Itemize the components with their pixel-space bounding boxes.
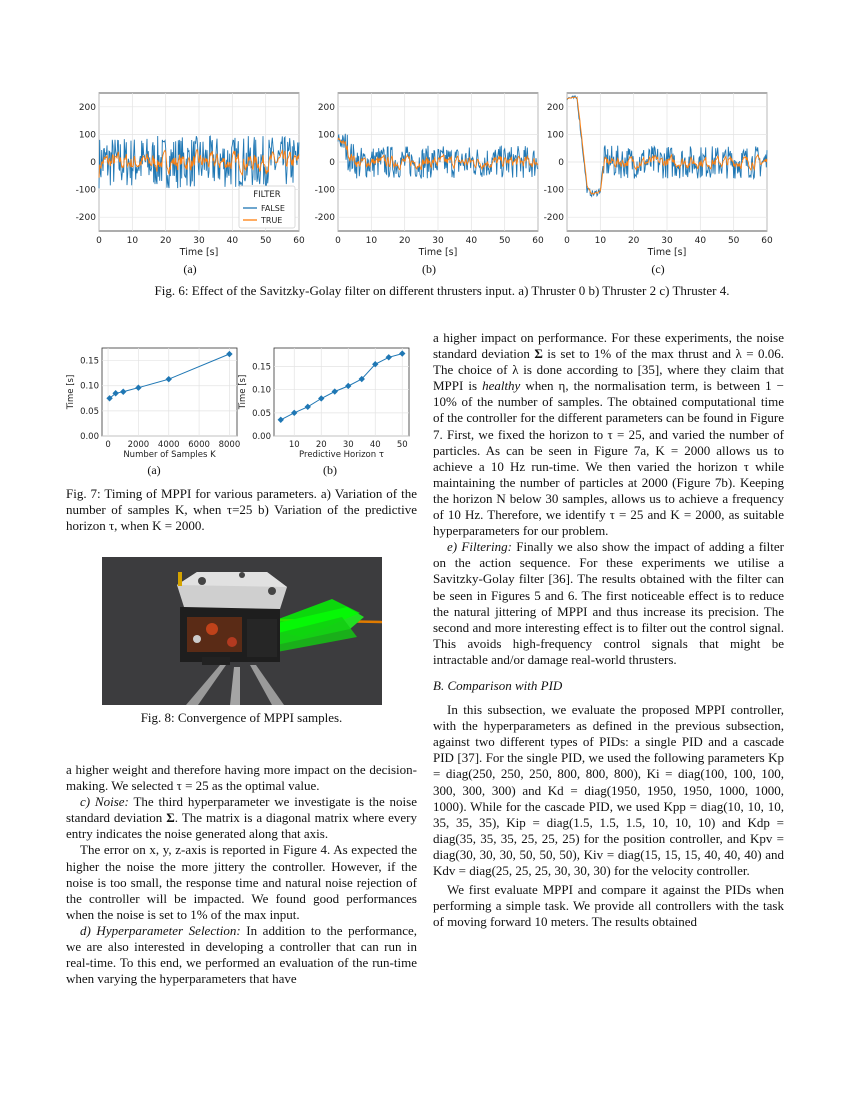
- y-tick-label: -100: [543, 185, 564, 196]
- x-axis-label: Time [s]: [179, 247, 219, 258]
- fig6c-sublabel: (c): [651, 262, 665, 276]
- filtering-paragraph: [433, 539, 784, 668]
- x-tick-label: 0: [105, 440, 111, 450]
- y-tick-label: 100: [317, 130, 335, 141]
- fig7a-plot: [66, 348, 240, 460]
- left-para-3: The error on x, y, z-axis is reported in Figure 4. As expected the higher the noise the more jittery the controller. However, if the noise is too small, the response time and natural noise rejection of the controller will be impacted. We found good performances when the noise is set to 1% of the max input.: [66, 842, 417, 922]
- legend-true-label: TRUE: [261, 216, 283, 225]
- right-p1-a: a higher impact on performance. For these experiments, the noise standard deviation: [433, 330, 784, 362]
- y-tick-label: -200: [314, 213, 335, 224]
- y-tick-label: -200: [543, 213, 564, 224]
- y-tick-label: -100: [314, 185, 335, 196]
- fig7-panels: [60, 340, 420, 465]
- y-axis-label: Time [s]: [238, 374, 248, 410]
- right-p1-healthy: healthy: [482, 378, 521, 394]
- fig7b-sublabel: (b): [323, 463, 337, 477]
- y-tick-label: 0.05: [252, 408, 271, 419]
- x-tick-label: 50: [498, 236, 511, 246]
- legend-title: FILTER: [253, 190, 281, 200]
- x-axis-label: Predictive Horizon τ: [299, 450, 384, 460]
- y-tick-label: 0.00: [80, 432, 99, 442]
- x-tick-label: 4000: [157, 440, 180, 450]
- y-tick-label: 0.15: [252, 362, 271, 373]
- x-tick-label: 10: [126, 236, 139, 246]
- noise-text-b: . The matrix is a diagonal matrix where every entry indicates the noise generated along that axis.: [66, 810, 417, 842]
- x-tick-label: 60: [761, 236, 773, 246]
- noise-paragraph: [66, 794, 417, 842]
- fig8-image: [102, 557, 382, 705]
- x-tick-label: 40: [694, 236, 707, 246]
- x-tick-label: 40: [465, 236, 478, 246]
- x-tick-label: 30: [342, 440, 354, 450]
- x-tick-label: 30: [432, 236, 444, 246]
- fig6a-sublabel: (a): [183, 262, 197, 276]
- x-tick-label: 0: [564, 236, 570, 246]
- y-tick-label: 200: [546, 102, 564, 113]
- noise-sigma: Σ: [166, 810, 175, 826]
- fig6c-plot: [544, 93, 773, 258]
- x-axis-label: Time [s]: [418, 247, 458, 258]
- right-column: [433, 330, 784, 930]
- y-tick-label: 0.10: [252, 385, 271, 396]
- fig6b-sublabel: (b): [422, 262, 436, 276]
- right-para-1: [433, 330, 784, 539]
- right-para-3: We first evaluate MPPI and compare it against the PIDs when performing a simple task. We provide all controllers with the task of moving forward 10 meters. The results obtained: [433, 882, 784, 930]
- y-tick-label: -200: [75, 213, 96, 224]
- y-tick-label: 0: [329, 158, 335, 168]
- fig6-caption: Fig. 6: Effect of the Savitzky-Golay filter on different thrusters input. a) Thruster 0 b) Thruster 2 c) Thruster 4.: [154, 283, 730, 298]
- x-tick-label: 20: [159, 236, 172, 246]
- x-axis-label: Number of Samples K: [123, 450, 216, 460]
- y-tick-label: 0.15: [80, 356, 99, 367]
- right-para-2: In this subsection, we evaluate the proposed MPPI controller, with the hyperparameters as defined in the previous subsection, against two different types of PIDs: a single PID and a cascade PID [37]. For the single PID, we used the following parameters Kp = diag(250, 250, 250, 800, 800, 800), Ki = diag(100, 100, 100, 300, 300, 300) and Kd = diag(1950, 1950, 1950, 1000, 1000, 1000). While for the cascade PID, we used Kpp = diag(10, 10, 10, 35, 35, 35), Kip = diag(1.5, 1.5, 1.5, 10, 10, 10) and Kdp = diag(35, 35, 35, 25, 25, 25) for the position controller, and Kpv = diag(30, 30, 30, 50, 50, 50), Kiv = diag(15, 15, 15, 40, 40, 40) and Kdv = diag(25, 25, 25, 30, 30, 30) for the velocity controller.: [433, 702, 784, 878]
- x-tick-label: 10: [288, 440, 300, 450]
- filtering-text: Finally we also show the impact of adding a filter on the action sequence. For these experiments we utilise a Savitzky-Golay filter [36]. The results obtained with the filter can be seen in Figures 5 and 6. The first noticeable effect is to reduce the natural jittering of MPPI and thus increase its precision. The second and more interesting effect is to filter out the control signal. This avoids high-frequency control signals that might be intractable and/or damage real-world thrusters.: [433, 539, 784, 667]
- fig6a-plot: [76, 93, 305, 258]
- y-tick-label: 200: [317, 102, 335, 113]
- x-tick-label: 60: [293, 236, 305, 246]
- x-tick-label: 50: [396, 440, 408, 450]
- y-tick-label: 200: [78, 102, 96, 113]
- x-tick-label: 10: [594, 236, 607, 246]
- x-tick-label: 40: [369, 440, 381, 450]
- x-tick-label: 0: [96, 236, 102, 246]
- y-axis-label: Time [s]: [66, 374, 76, 410]
- x-tick-label: 50: [259, 236, 272, 246]
- y-tick-label: 0: [558, 158, 564, 168]
- x-axis-label: Time [s]: [647, 247, 687, 258]
- x-tick-label: 20: [398, 236, 411, 246]
- x-tick-label: 2000: [127, 440, 150, 450]
- hyper-text: In addition to the performance, we are also interested in developing a controller that can run in real-time. To this end, we performed an evaluation of the run-time when varying the hyperparameters that have: [66, 922, 418, 987]
- y-tick-label: 0: [90, 158, 96, 168]
- right-p1-sigma: Σ: [534, 346, 543, 362]
- fig8-caption: Fig. 8: Convergence of MPPI samples.: [140, 710, 343, 725]
- x-tick-label: 0: [335, 236, 341, 246]
- y-tick-label: 0.10: [80, 381, 99, 392]
- fig7-caption: Fig. 7: Timing of MPPI for various parameters. a) Variation of the number of samples K, when τ=25 b) Variation of the predictive horizon τ, when K = 2000.: [66, 486, 417, 534]
- hyper-paragraph: [66, 923, 417, 987]
- filtering-heading: e) Filtering:: [447, 539, 512, 555]
- x-tick-label: 8000: [218, 440, 241, 450]
- x-tick-label: 6000: [188, 440, 210, 450]
- noise-text-a: The third hyperparameter we investigate is the noise standard deviation: [66, 794, 418, 826]
- y-tick-label: 100: [546, 130, 564, 141]
- y-tick-label: 0.00: [252, 432, 271, 442]
- right-p1-c: when η, the normalisation term, is between 1 − 10% of the number of samples. The obtained computational time of the controller for the different parameters can be found in Figure 7. First, we fixed the horizon to τ = 25, and varied the number of particles. As can be seen in Figure 7a, K = 2000 allows us to achieve a 10 Hz run-time. We then varied the horizon τ while maintaining the number of particles at 2000 (Figure 7b). Keeping the horizon N below 30 samples, allows us to achieve a frequency of 10 Hz. Therefore, we identify τ = 25 and K = 2000, as suitable hyperparameters for our problem.: [433, 378, 784, 539]
- fig7a-sublabel: (a): [147, 463, 161, 477]
- fig7b-plot: [238, 348, 409, 460]
- y-tick-label: 100: [78, 130, 96, 141]
- left-para-1: a higher weight and therefore having more impact on the decision-making. We selected τ = 25 as the optimal value.: [66, 762, 417, 794]
- section-title: B. Comparison with PID: [433, 677, 563, 693]
- legend-false-label: FALSE: [261, 204, 285, 213]
- noise-heading: c) Noise:: [80, 794, 129, 810]
- x-tick-label: 30: [661, 236, 673, 246]
- fig6b-plot: [315, 93, 544, 258]
- y-tick-label: -100: [75, 185, 96, 196]
- x-tick-label: 60: [532, 236, 544, 246]
- x-tick-label: 30: [193, 236, 205, 246]
- x-tick-label: 20: [315, 440, 327, 450]
- y-tick-label: 0.05: [80, 406, 99, 417]
- hyper-heading: d) Hyperparameter Selection:: [80, 922, 241, 938]
- x-tick-label: 50: [727, 236, 740, 246]
- left-column: [66, 762, 417, 987]
- x-tick-label: 20: [627, 236, 640, 246]
- fig6-panels: [55, 85, 800, 260]
- x-tick-label: 10: [365, 236, 378, 246]
- x-tick-label: 40: [226, 236, 239, 246]
- right-p1-b: is set to 1% of the max thrust and λ = 0.06. The choice of λ is done according to [35], where they claim that MPPI is: [433, 346, 784, 394]
